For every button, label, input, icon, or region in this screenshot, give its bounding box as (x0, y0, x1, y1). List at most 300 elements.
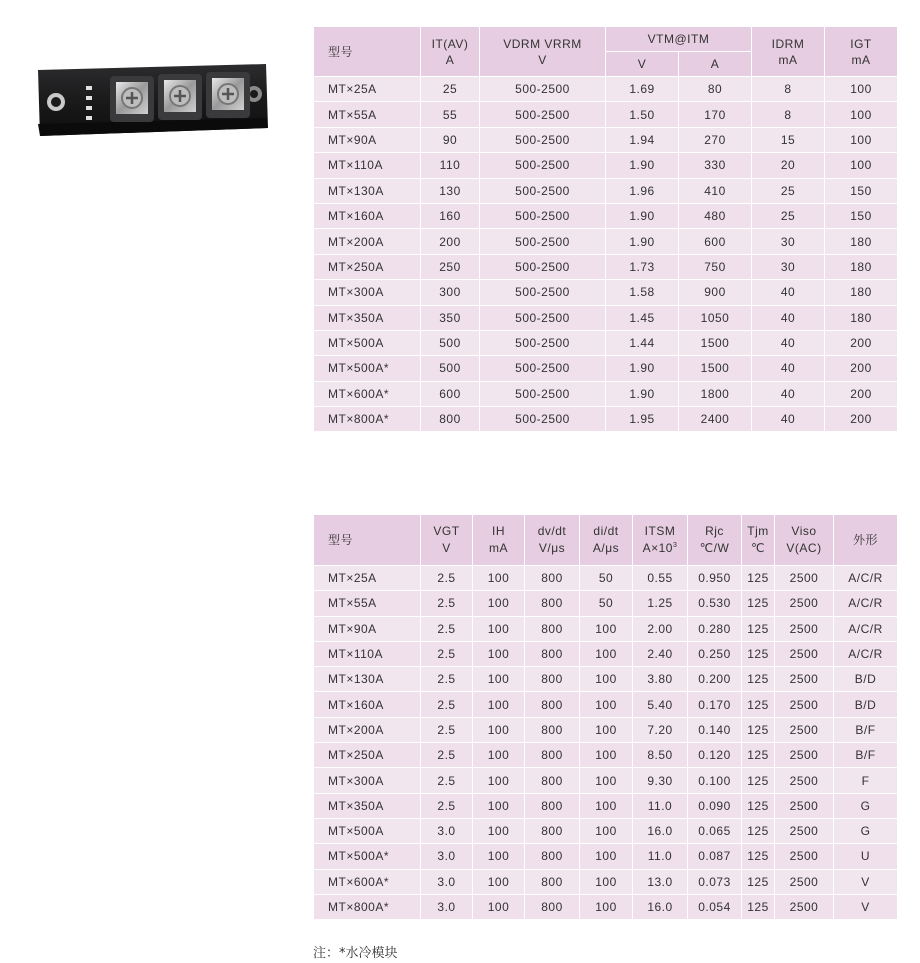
cell-igt: 180 (825, 305, 898, 330)
header-ih-unit: mA (489, 541, 508, 555)
header-vtm-unit: V (606, 52, 679, 77)
cell-model: MT×600A* (314, 869, 421, 894)
cell-idrm: 40 (752, 305, 825, 330)
cell-model: MT×600A* (314, 381, 421, 406)
cell-it-av: 160 (421, 203, 480, 228)
table-row (314, 717, 898, 742)
cell-viso: 2500 (775, 692, 834, 717)
header-igt-unit: mA (851, 52, 871, 67)
table-row (314, 280, 898, 305)
cell-itm: 750 (679, 254, 752, 279)
cell-rjc: 0.140 (688, 717, 742, 742)
header-dvdt-label: dv/dt (537, 524, 567, 538)
table-row (314, 566, 898, 591)
cell-it-av: 500 (421, 330, 480, 355)
cell-model: MT×500A (314, 330, 421, 355)
cell-it-av: 350 (421, 305, 480, 330)
cell-outline: B/F (834, 743, 898, 768)
header-it-av-label: IT(AV) (431, 36, 469, 51)
cell-itsm: 2.40 (633, 641, 688, 666)
table-row (314, 127, 898, 152)
cell-ih: 100 (473, 717, 525, 742)
cell-didt: 50 (580, 566, 633, 591)
cell-tjm: 125 (742, 743, 775, 768)
header-itsm-unit: A×10 (642, 541, 673, 555)
cell-vtm: 1.50 (606, 102, 679, 127)
cell-tjm: 125 (742, 667, 775, 692)
cell-dvdt: 800 (525, 566, 580, 591)
cell-vdrm-vrrm: 500-2500 (480, 330, 606, 355)
cell-vdrm-vrrm: 500-2500 (480, 381, 606, 406)
cell-model: MT×300A (314, 768, 421, 793)
cell-dvdt: 800 (525, 616, 580, 641)
cell-idrm: 8 (752, 77, 825, 102)
cell-didt: 100 (580, 894, 633, 919)
table-row (314, 793, 898, 818)
cell-dvdt: 800 (525, 793, 580, 818)
electrical-spec-table-2 (313, 514, 898, 920)
cell-viso: 2500 (775, 793, 834, 818)
cell-vdrm-vrrm: 500-2500 (480, 356, 606, 381)
cell-vdrm-vrrm: 500-2500 (480, 127, 606, 152)
cell-model: MT×90A (314, 616, 421, 641)
cell-dvdt: 800 (525, 743, 580, 768)
cell-outline: F (834, 768, 898, 793)
header-tjm (742, 515, 775, 566)
header-vdrm-unit: V (538, 52, 547, 67)
cell-idrm: 30 (752, 229, 825, 254)
header-vgt-unit: V (442, 541, 451, 555)
cell-ih: 100 (473, 616, 525, 641)
header-itsm-label: ITSM (644, 524, 676, 538)
cell-vgt: 3.0 (421, 869, 473, 894)
cell-ih: 100 (473, 894, 525, 919)
cell-itm: 410 (679, 178, 752, 203)
cell-vtm: 1.73 (606, 254, 679, 279)
cell-vdrm-vrrm: 500-2500 (480, 254, 606, 279)
cell-vdrm-vrrm: 500-2500 (480, 178, 606, 203)
cell-it-av: 300 (421, 280, 480, 305)
table-row (314, 229, 898, 254)
cell-igt: 100 (825, 127, 898, 152)
table-row (314, 356, 898, 381)
table-row (314, 330, 898, 355)
cell-rjc: 0.087 (688, 844, 742, 869)
table-row (314, 254, 898, 279)
header-vdrm-label: VDRM VRRM (503, 36, 582, 51)
cell-didt: 100 (580, 844, 633, 869)
cell-ih: 100 (473, 641, 525, 666)
cell-vtm: 1.45 (606, 305, 679, 330)
cell-dvdt: 800 (525, 667, 580, 692)
cell-tjm: 125 (742, 793, 775, 818)
cell-model: MT×160A (314, 203, 421, 228)
cell-itm: 2400 (679, 407, 752, 432)
cell-didt: 100 (580, 743, 633, 768)
cell-vtm: 1.90 (606, 229, 679, 254)
cell-tjm: 125 (742, 894, 775, 919)
cell-outline: A/C/R (834, 616, 898, 641)
cell-didt: 100 (580, 616, 633, 641)
cell-dvdt: 800 (525, 692, 580, 717)
header-viso-unit: V(AC) (786, 541, 822, 555)
cell-viso: 2500 (775, 768, 834, 793)
cell-viso: 2500 (775, 717, 834, 742)
cell-vgt: 3.0 (421, 844, 473, 869)
cell-didt: 100 (580, 818, 633, 843)
cell-didt: 100 (580, 692, 633, 717)
header-vtm-itm: VTM@ITM (606, 27, 752, 52)
header-vdrm-vrrm (480, 27, 606, 77)
cell-ih: 100 (473, 667, 525, 692)
cell-tjm: 125 (742, 566, 775, 591)
cell-itm: 480 (679, 203, 752, 228)
header-igt (825, 27, 898, 77)
cell-model: MT×250A (314, 743, 421, 768)
cell-didt: 100 (580, 793, 633, 818)
cell-rjc: 0.073 (688, 869, 742, 894)
cell-itm: 1500 (679, 330, 752, 355)
cell-itsm: 2.00 (633, 616, 688, 641)
header-ih (473, 515, 525, 566)
cell-vdrm-vrrm: 500-2500 (480, 153, 606, 178)
cell-rjc: 0.200 (688, 667, 742, 692)
cell-dvdt: 800 (525, 768, 580, 793)
cell-model: MT×55A (314, 591, 421, 616)
cell-vdrm-vrrm: 500-2500 (480, 305, 606, 330)
cell-itm: 270 (679, 127, 752, 152)
cell-ih: 100 (473, 793, 525, 818)
cell-igt: 180 (825, 229, 898, 254)
header-ih-label: IH (492, 524, 505, 538)
cell-dvdt: 800 (525, 894, 580, 919)
cell-dvdt: 800 (525, 591, 580, 616)
cell-viso: 2500 (775, 894, 834, 919)
cell-model: MT×300A (314, 280, 421, 305)
cell-model: MT×200A (314, 717, 421, 742)
cell-viso: 2500 (775, 869, 834, 894)
table-row (314, 869, 898, 894)
cell-vgt: 2.5 (421, 566, 473, 591)
cell-igt: 180 (825, 254, 898, 279)
cell-itsm: 0.55 (633, 566, 688, 591)
cell-outline: V (834, 894, 898, 919)
cell-itm: 1800 (679, 381, 752, 406)
cell-tjm: 125 (742, 692, 775, 717)
cell-vdrm-vrrm: 500-2500 (480, 77, 606, 102)
table-row (314, 153, 898, 178)
cell-didt: 100 (580, 869, 633, 894)
header-didt-unit: A/μs (592, 541, 620, 555)
cell-tjm: 125 (742, 768, 775, 793)
table-row (314, 692, 898, 717)
cell-it-av: 500 (421, 356, 480, 381)
header-itsm (633, 515, 688, 566)
cell-vtm: 1.90 (606, 381, 679, 406)
cell-model: MT×110A (314, 641, 421, 666)
table-row (314, 407, 898, 432)
cell-vgt: 2.5 (421, 793, 473, 818)
cell-tjm: 125 (742, 717, 775, 742)
cell-idrm: 25 (752, 203, 825, 228)
header-vgt (421, 515, 473, 566)
cell-it-av: 110 (421, 153, 480, 178)
cell-dvdt: 800 (525, 641, 580, 666)
cell-igt: 150 (825, 178, 898, 203)
cell-vtm: 1.90 (606, 356, 679, 381)
cell-outline: G (834, 793, 898, 818)
header-outline: 外形 (834, 515, 898, 566)
table-row (314, 591, 898, 616)
cell-didt: 100 (580, 717, 633, 742)
cell-itsm: 8.50 (633, 743, 688, 768)
cell-viso: 2500 (775, 591, 834, 616)
cell-it-av: 25 (421, 77, 480, 102)
header-itm-unit: A (679, 52, 752, 77)
cell-vdrm-vrrm: 500-2500 (480, 229, 606, 254)
cell-vdrm-vrrm: 500-2500 (480, 102, 606, 127)
table-2-body (314, 566, 898, 920)
cell-model: MT×25A (314, 566, 421, 591)
table-row (314, 616, 898, 641)
cell-vtm: 1.95 (606, 407, 679, 432)
cell-vgt: 2.5 (421, 743, 473, 768)
table-row (314, 178, 898, 203)
cell-vgt: 2.5 (421, 641, 473, 666)
cell-viso: 2500 (775, 743, 834, 768)
cell-ih: 100 (473, 768, 525, 793)
cell-itsm: 13.0 (633, 869, 688, 894)
cell-itm: 330 (679, 153, 752, 178)
cell-itm: 600 (679, 229, 752, 254)
header-it-av-unit: A (445, 52, 455, 67)
cell-it-av: 130 (421, 178, 480, 203)
cell-dvdt: 800 (525, 818, 580, 843)
table-row (314, 818, 898, 843)
cell-itsm: 9.30 (633, 768, 688, 793)
cell-rjc: 0.090 (688, 793, 742, 818)
cell-igt: 100 (825, 102, 898, 127)
cell-rjc: 0.120 (688, 743, 742, 768)
cell-outline: B/D (834, 692, 898, 717)
cell-model: MT×25A (314, 77, 421, 102)
cell-it-av: 800 (421, 407, 480, 432)
cell-igt: 180 (825, 280, 898, 305)
table-row (314, 768, 898, 793)
cell-igt: 150 (825, 203, 898, 228)
cell-itsm: 16.0 (633, 818, 688, 843)
cell-vtm: 1.96 (606, 178, 679, 203)
header-model: 型号 (314, 27, 421, 77)
table-row (314, 667, 898, 692)
cell-model: MT×130A (314, 667, 421, 692)
header-rjc-unit: ℃/W (699, 541, 730, 555)
header-dvdt (525, 515, 580, 566)
cell-itsm: 11.0 (633, 793, 688, 818)
cell-outline: G (834, 818, 898, 843)
cell-vgt: 2.5 (421, 591, 473, 616)
table-row (314, 381, 898, 406)
cell-outline: A/C/R (834, 566, 898, 591)
cell-vtm: 1.90 (606, 203, 679, 228)
cell-rjc: 0.100 (688, 768, 742, 793)
cell-model: MT×90A (314, 127, 421, 152)
cell-rjc: 0.065 (688, 818, 742, 843)
cell-vgt: 2.5 (421, 768, 473, 793)
cell-rjc: 0.250 (688, 641, 742, 666)
cell-igt: 200 (825, 330, 898, 355)
cell-igt: 200 (825, 356, 898, 381)
cell-dvdt: 800 (525, 717, 580, 742)
cell-tjm: 125 (742, 818, 775, 843)
cell-ih: 100 (473, 743, 525, 768)
cell-vtm: 1.44 (606, 330, 679, 355)
cell-ih: 100 (473, 844, 525, 869)
table-row (314, 894, 898, 919)
header-it-av (421, 27, 480, 77)
cell-itsm: 5.40 (633, 692, 688, 717)
cell-itsm: 11.0 (633, 844, 688, 869)
cell-itm: 1050 (679, 305, 752, 330)
header-viso-label: Viso (791, 524, 817, 538)
cell-viso: 2500 (775, 566, 834, 591)
cell-idrm: 40 (752, 280, 825, 305)
header-model: 型号 (314, 515, 421, 566)
cell-itsm: 1.25 (633, 591, 688, 616)
cell-ih: 100 (473, 566, 525, 591)
cell-vgt: 2.5 (421, 616, 473, 641)
cell-idrm: 15 (752, 127, 825, 152)
cell-vdrm-vrrm: 500-2500 (480, 203, 606, 228)
header-tjm-label: Tjm (747, 524, 769, 538)
cell-igt: 100 (825, 153, 898, 178)
header-igt-label: IGT (850, 36, 872, 51)
cell-vdrm-vrrm: 500-2500 (480, 407, 606, 432)
cell-it-av: 55 (421, 102, 480, 127)
cell-tjm: 125 (742, 641, 775, 666)
cell-model: MT×350A (314, 305, 421, 330)
cell-idrm: 40 (752, 356, 825, 381)
table-row (314, 102, 898, 127)
cell-viso: 2500 (775, 844, 834, 869)
cell-model: MT×800A* (314, 407, 421, 432)
cell-it-av: 600 (421, 381, 480, 406)
cell-vgt: 3.0 (421, 894, 473, 919)
cell-model: MT×160A (314, 692, 421, 717)
cell-model: MT×250A (314, 254, 421, 279)
cell-ih: 100 (473, 869, 525, 894)
footnote: 注：*水冷模块 (313, 946, 398, 961)
cell-outline: B/F (834, 717, 898, 742)
header-tjm-unit: ℃ (751, 541, 765, 555)
header-didt (580, 515, 633, 566)
cell-vgt: 3.0 (421, 818, 473, 843)
table-row (314, 743, 898, 768)
cell-model: MT×55A (314, 102, 421, 127)
cell-didt: 50 (580, 591, 633, 616)
cell-rjc: 0.054 (688, 894, 742, 919)
cell-vtm: 1.69 (606, 77, 679, 102)
cell-tjm: 125 (742, 844, 775, 869)
cell-idrm: 40 (752, 407, 825, 432)
cell-idrm: 40 (752, 330, 825, 355)
thyristor-module-photo (34, 62, 270, 140)
cell-viso: 2500 (775, 667, 834, 692)
cell-rjc: 0.280 (688, 616, 742, 641)
cell-outline: U (834, 844, 898, 869)
header-idrm (752, 27, 825, 77)
table-row (314, 77, 898, 102)
cell-outline: A/C/R (834, 591, 898, 616)
cell-itsm: 3.80 (633, 667, 688, 692)
cell-viso: 2500 (775, 641, 834, 666)
cell-rjc: 0.170 (688, 692, 742, 717)
cell-tjm: 125 (742, 869, 775, 894)
cell-model: MT×350A (314, 793, 421, 818)
cell-idrm: 30 (752, 254, 825, 279)
cell-itsm: 7.20 (633, 717, 688, 742)
cell-itm: 900 (679, 280, 752, 305)
header-vgt-label: VGT (433, 524, 460, 538)
cell-viso: 2500 (775, 616, 834, 641)
cell-model: MT×130A (314, 178, 421, 203)
cell-dvdt: 800 (525, 869, 580, 894)
cell-rjc: 0.950 (688, 566, 742, 591)
header-viso (775, 515, 834, 566)
cell-model: MT×110A (314, 153, 421, 178)
cell-dvdt: 800 (525, 844, 580, 869)
cell-igt: 200 (825, 381, 898, 406)
cell-itsm: 16.0 (633, 894, 688, 919)
header-itsm-exponent: 3 (672, 542, 678, 549)
cell-vgt: 2.5 (421, 692, 473, 717)
header-idrm-label: IDRM (771, 36, 805, 51)
table-row (314, 203, 898, 228)
electrical-spec-table-1 (313, 26, 898, 432)
cell-rjc: 0.530 (688, 591, 742, 616)
cell-vdrm-vrrm: 500-2500 (480, 280, 606, 305)
cell-ih: 100 (473, 692, 525, 717)
header-rjc (688, 515, 742, 566)
cell-tjm: 125 (742, 616, 775, 641)
table-row (314, 305, 898, 330)
cell-didt: 100 (580, 768, 633, 793)
cell-idrm: 8 (752, 102, 825, 127)
cell-outline: B/D (834, 667, 898, 692)
cell-itm: 170 (679, 102, 752, 127)
cell-ih: 100 (473, 591, 525, 616)
cell-outline: A/C/R (834, 641, 898, 666)
cell-model: MT×500A (314, 818, 421, 843)
cell-vgt: 2.5 (421, 717, 473, 742)
cell-it-av: 200 (421, 229, 480, 254)
cell-model: MT×200A (314, 229, 421, 254)
cell-vtm: 1.94 (606, 127, 679, 152)
cell-model: MT×800A* (314, 894, 421, 919)
cell-igt: 200 (825, 407, 898, 432)
cell-vgt: 2.5 (421, 667, 473, 692)
cell-tjm: 125 (742, 591, 775, 616)
cell-vtm: 1.58 (606, 280, 679, 305)
cell-ih: 100 (473, 818, 525, 843)
cell-itm: 1500 (679, 356, 752, 381)
cell-didt: 100 (580, 667, 633, 692)
header-idrm-unit: mA (778, 52, 798, 67)
cell-it-av: 250 (421, 254, 480, 279)
header-didt-label: di/dt (593, 524, 619, 538)
cell-igt: 100 (825, 77, 898, 102)
cell-itm: 80 (679, 77, 752, 102)
